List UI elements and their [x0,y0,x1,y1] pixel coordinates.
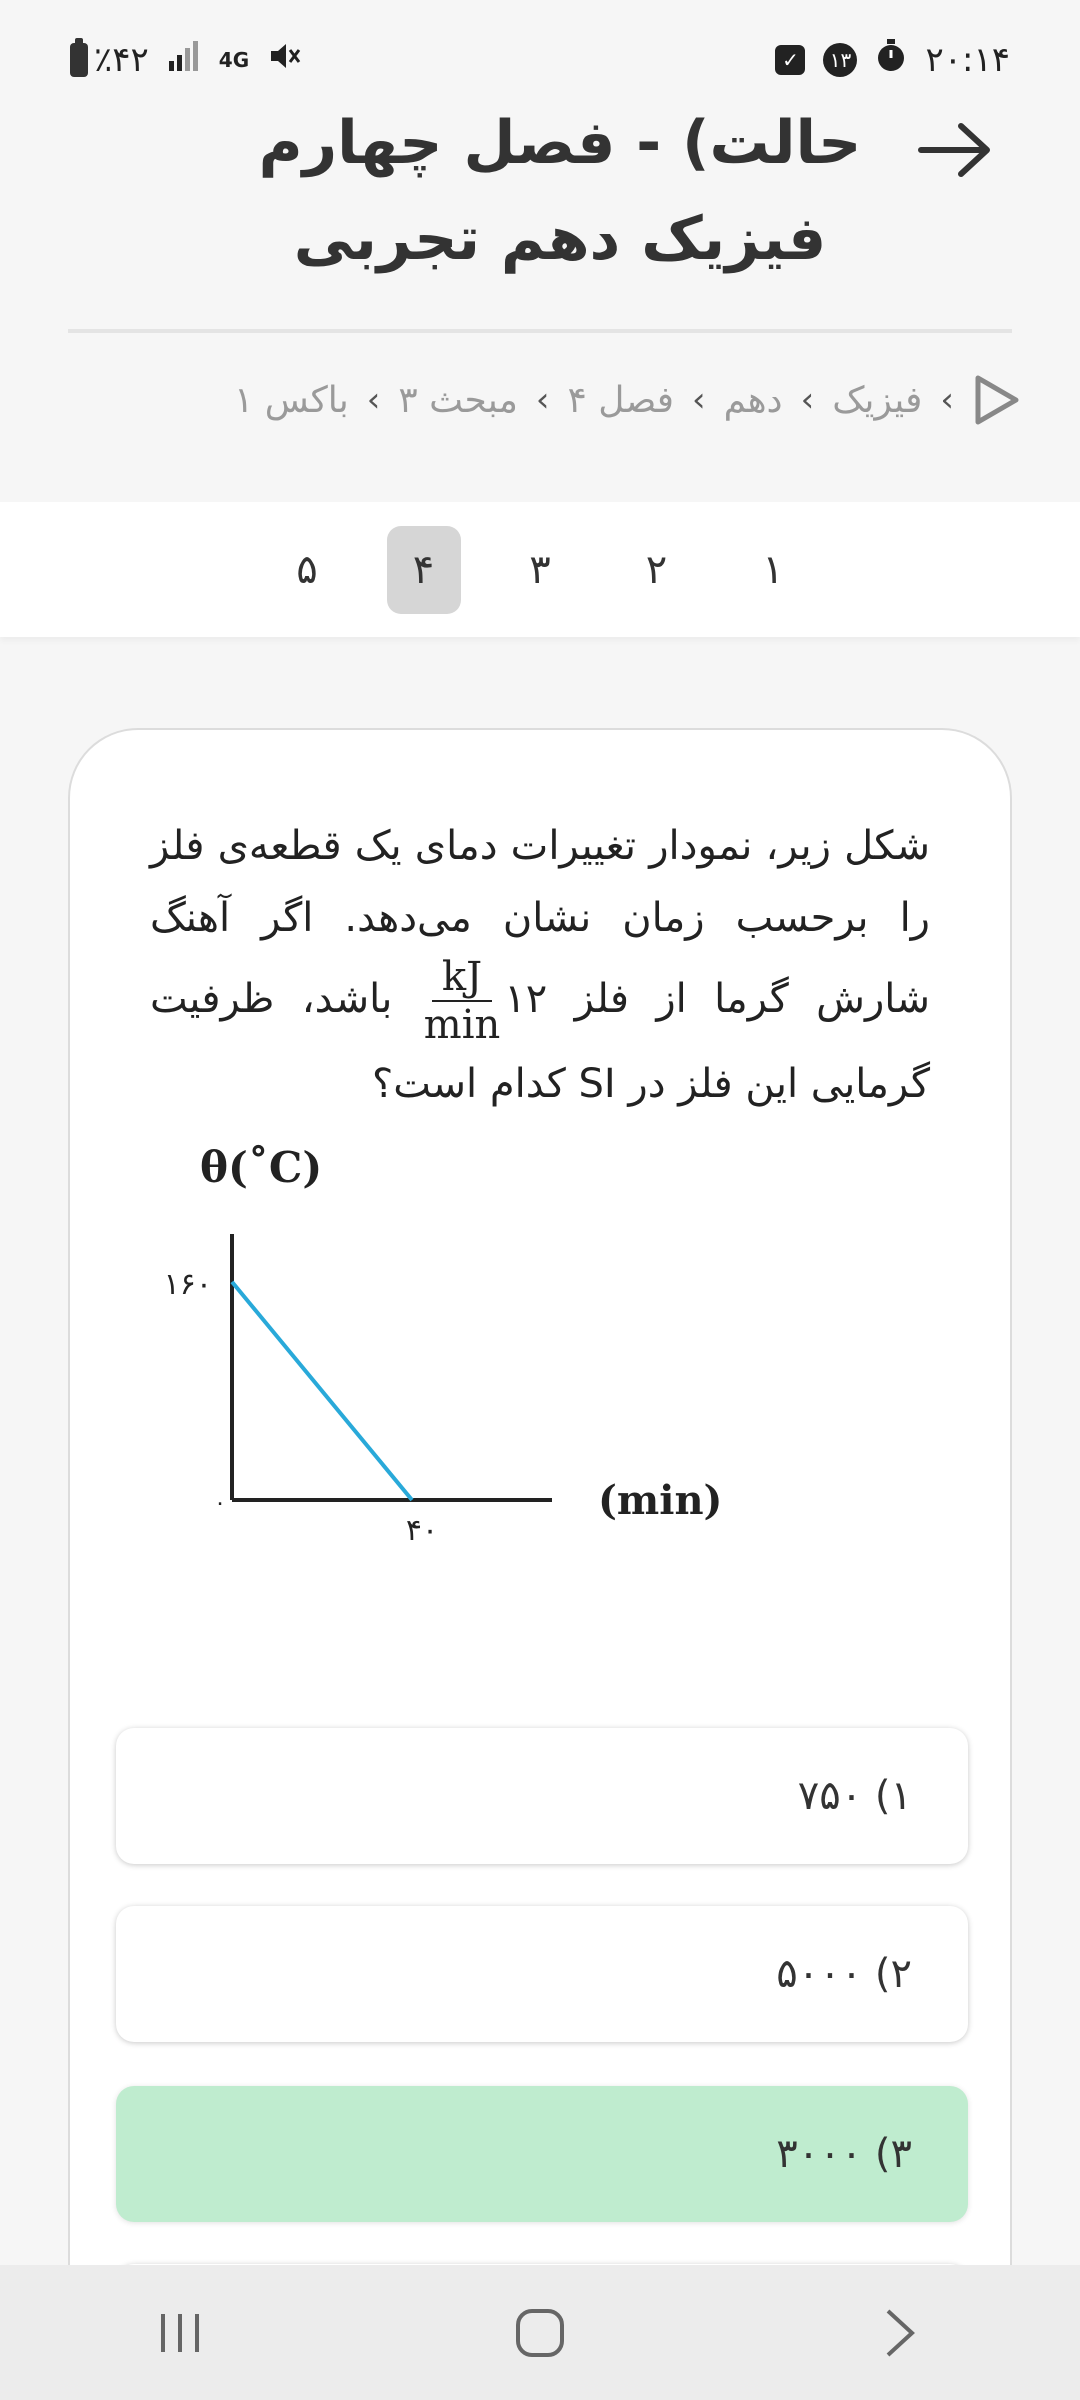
answer-option-3-correct[interactable]: ۳) ۳۰۰۰ [116,2086,968,2222]
breadcrumb-item[interactable]: باکس ۱ [233,379,349,421]
page-button-1[interactable]: ۱ [762,547,784,593]
page-title [240,95,880,287]
status-left [70,39,301,82]
chevron-right-icon [880,2305,920,2361]
chevron-left-icon: ‹ [940,380,954,420]
temperature-time-chart [150,1130,770,1650]
header-divider [68,329,1012,333]
clock-time: ۲۰:۱۴ [925,40,1010,80]
home-icon [512,2305,568,2361]
breadcrumb-item[interactable]: فیزیک [832,379,923,421]
answer-option-1[interactable]: ۱) ۷۵۰ [116,1728,968,1864]
breadcrumb-item[interactable]: دهم [723,379,783,421]
arrow-right-icon [915,120,995,180]
recent-apps-button[interactable] [120,2283,240,2383]
question-pager-bar [0,502,1080,637]
back-button[interactable] [910,105,1000,195]
question-card [68,728,1012,2328]
chevron-left-icon: ‹ [800,380,815,420]
system-nav-bar [0,2265,1080,2400]
unit-denominator: min [423,1002,501,1048]
chart-x-tick-label: ۴۰ [405,1513,439,1548]
recent-apps-icon [155,2308,205,2358]
battery-indicator [70,40,149,80]
signal-icon [167,39,201,82]
mute-icon [267,39,301,82]
chart-origin-label: ۰ [214,1491,226,1516]
page-title-line2: فیزیک دهم تجربی [293,204,827,274]
answer-option-2[interactable]: ۲) ۵۰۰۰ [116,1906,968,2042]
status-right [775,39,1010,82]
chart-series-line [232,1282,412,1500]
chevron-left-icon: ‹ [366,380,381,420]
breadcrumb-item[interactable]: فصل ۴ [567,379,674,421]
chevron-left-icon: ‹ [692,380,706,420]
chevron-left-icon: ‹ [535,380,550,420]
back-nav-button[interactable] [840,2283,960,2383]
page-header [0,95,1080,335]
page-button-3[interactable]: ۳ [529,547,551,593]
breadcrumb [60,365,1020,435]
chart-svg [150,1130,770,1650]
home-button[interactable] [480,2283,600,2383]
question-text-part2: باشد، ظرفیت گرمایی این فلز در SI کدام است؟ [150,976,930,1107]
battery-icon [70,43,88,77]
page-button-5[interactable]: ۵ [296,547,318,593]
page-button-2[interactable]: ۲ [645,547,668,593]
question-text-part1: شکل زیر، نمودار تغییرات دمای یک قطعه‌ی فلز را برحسب زمان نشان می‌دهد. اگر آهنگ شارش گرما از فلز [150,823,930,1022]
chart-x-axis-label: (min) [598,1477,723,1524]
chart-y-tick-label: ۱۶۰ [163,1266,212,1302]
checkbox-notif-icon: ✓ [775,45,805,75]
page-button-4-active[interactable]: ۴ [387,526,461,614]
breadcrumb-item[interactable]: مبحث ۳ [398,379,518,421]
chart-y-axis-label: θ(˚C) [200,1143,323,1192]
question-text [150,810,930,1120]
page-title-line1: حالت) - فصل چهارم [258,108,862,178]
play-icon[interactable] [972,374,1020,426]
timer-icon [875,39,907,82]
notification-count-badge: ۱۳ [823,43,857,77]
heat-rate-unit [424,954,500,1048]
chart-marks [164,1267,438,1548]
question-pager [270,526,810,614]
unit-numerator: kJ [432,954,492,1002]
heat-rate-value: ۱۲ [504,976,548,1022]
battery-percent: ٪۴۲ [94,40,149,80]
network-type: 4G [218,48,250,72]
